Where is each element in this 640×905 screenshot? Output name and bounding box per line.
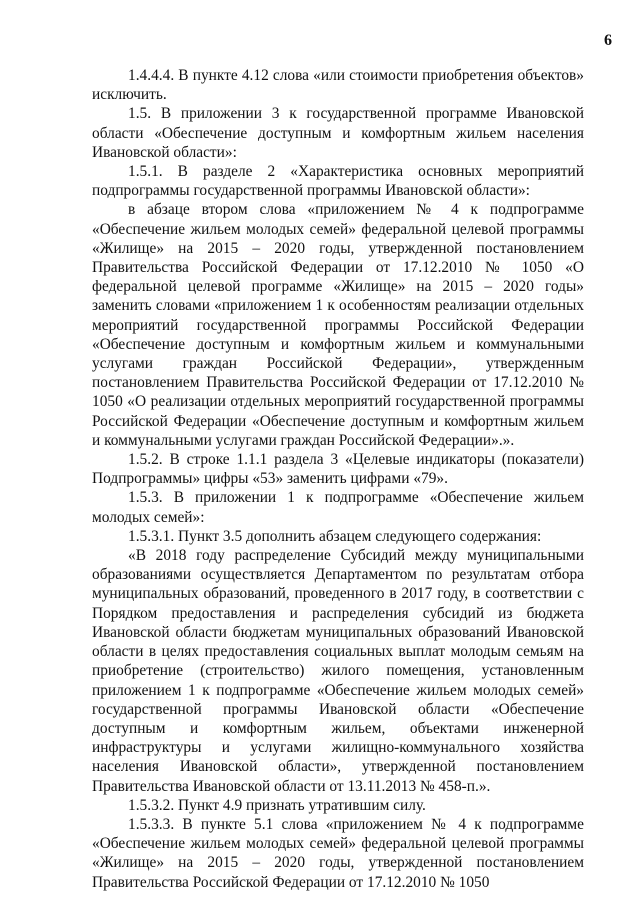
paragraph-quote-2018: «В 2018 году распределение Субсидий между муниципальными образованиями осуществляется Департаментом по результатам отбора муниципальных образований, проведенного в 2017 году, в соответствии с Порядком предоставления и распределения субсидий из бюджета Ивановской области бюджетам муниципальных образований Ивановской области в целях предоставления социальных выплат молодым семьям на приобретение (строительство) жилого помещения, установленным приложением 1 к подпрограмме «Обеспечение жильем молодых семей» государственной программы Ивановской области «Обеспечение доступным и комфортным жильем, объектами инженерной инфраструктуры и услугами жилищно-коммунального хозяйства населения Ивановской области», утвержденной постановлением Правительства Ивановской области от 13.11.2013 № 458-п.». [92,547,584,795]
paragraph-1-5-3-3: 1.5.3.3. В пункте 5.1 слова «приложением № 4 к подпрограмме «Обеспечение жильем молодых семей» федеральной целевой программы «Жилище» на 2015 – 2020 годы, утвержденной постановлением Правительства Российской Федерации от 17.12.2010 № 1050 [92,815,584,891]
paragraph-1-4-4-4: 1.4.4.4. В пункте 4.12 слова «или стоимости приобретения объектов» исключить. [92,67,584,104]
paragraph-1-5: 1.5. В приложении 3 к государственной программе Ивановской области «Обеспечение доступным и комфортным жильем населения Ивановской области»: [92,105,584,161]
paragraph-1-5-3: 1.5.3. В приложении 1 к подпрограмме «Обеспечение жильем молодых семей»: [92,489,584,526]
paragraph-1-5-3-2: 1.5.3.2. Пункт 4.9 признать утратившим силу. [128,796,426,814]
paragraph-1-5-1: 1.5.1. В разделе 2 «Характеристика основных мероприятий подпрограммы государственной программы Ивановской области»: [92,163,584,200]
paragraph-1-5-2: 1.5.2. В строке 1.1.1 раздела 3 «Целевые индикаторы (показатели) Подпрограммы» цифры «53» заменить цифрами «79». [92,451,584,488]
document-body [92,66,584,892]
paragraph-abzac-vtorom: в абзаце втором слова «приложением № 4 к подпрограмме «Обеспечение жильем молодых семей» федеральной целевой программы «Жилище» на 2015 – 2020 годы, утвержденной постановлением Правительства Российской Федерации от 17.12.2010 № 1050 «О федеральной целевой программе «Жилище» на 2015 – 2020 годы» заменить словами «приложением 1 к особенностям реализации отдельных мероприятий государственной программы Российской Федерации «Обеспечение доступным и комфортным жильем и коммунальными услугами граждан Российской Федерации», утвержденным постановлением Правительства Российской Федерации от 17.12.2010 № 1050 «О реализации отдельных мероприятий государственной программы Российской Федерации «Обеспечение доступным и комфортным жильем и коммунальными услугами граждан Российской Федерации».». [92,201,584,449]
page-number: 6 [604,32,612,49]
paragraph-1-5-3-1: 1.5.3.1. Пункт 3.5 дополнить абзацем следующего содержания: [128,527,542,545]
